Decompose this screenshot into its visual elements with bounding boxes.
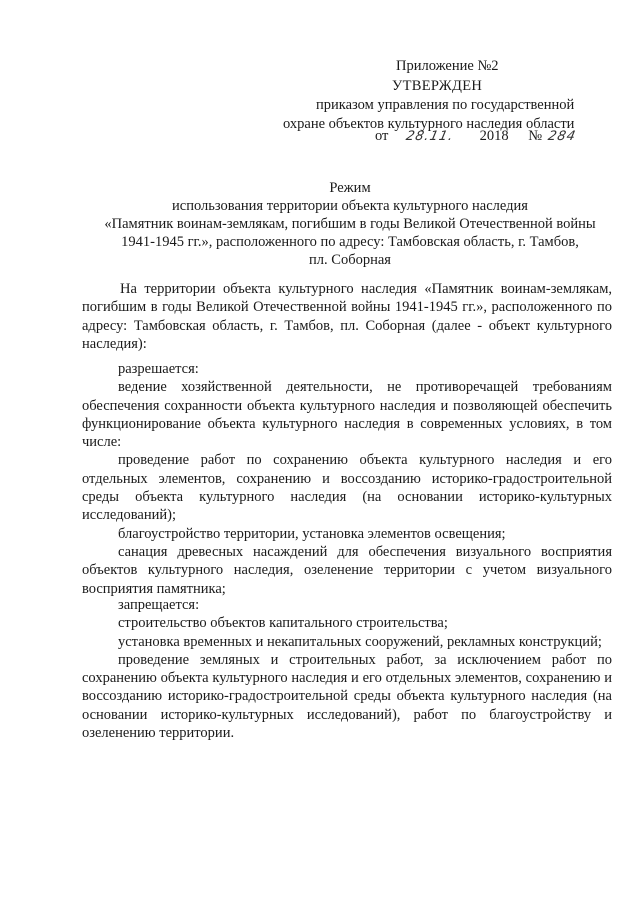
handwritten-number: 284 bbox=[546, 129, 578, 144]
document-title: Режим bbox=[329, 180, 371, 196]
order-line-1: приказом управления по государственной bbox=[316, 97, 575, 113]
forbidden-heading: запрещается: bbox=[118, 597, 200, 613]
forbidden-item: установка временных и некапитальных сооружений, рекламных конструкций; bbox=[118, 633, 602, 650]
allowed-item: санация древесных насаждений для обеспечения визуального восприятия объектов культурного наследия, озеленение территории с учетом визуального восприятия памятника; bbox=[82, 543, 612, 597]
forbidden-item: проведение земляных и строительных работ, за исключением работ по сохранению объекта культурного наследия и его отдельных элементов, сохранению и воссозданию историко-градостроительной среды объекта культурного наследия (на основании историко-культурных исследований), работ по благоустройству и озеленению территории. bbox=[82, 651, 612, 742]
forbidden-item: строительство объектов капитального строительства; bbox=[118, 615, 448, 632]
number-prefix: № bbox=[528, 128, 543, 144]
forbidden-section bbox=[82, 596, 612, 742]
approved-label: УТВЕРЖДЕН bbox=[392, 78, 483, 94]
intro-section bbox=[82, 280, 612, 353]
allowed-item: ведение хозяйственной деятельности, не противоречащей требованиям обеспечения сохранности объекта культурного наследия и позволяющей обеспечить функционирование объекта культурного наследия в современных условиях, в том числе: bbox=[82, 379, 612, 451]
allowed-item: благоустройство территории, установка элементов освещения; bbox=[118, 525, 506, 542]
title-line-3: «Памятник воинам-землякам, погибшим в годы Великой Отечественной войны bbox=[104, 216, 596, 232]
title-line-5: пл. Соборная bbox=[309, 252, 391, 268]
allowed-heading: разрешается: bbox=[118, 361, 199, 377]
handwritten-date: 28.11. bbox=[404, 129, 456, 144]
order-date-line bbox=[375, 126, 576, 147]
allowed-item: проведение работ по сохранению объекта культурного наследия и его отдельных элементов, сохранению и воссозданию историко-градостроительной среды объекта культурного наследия (на основании историко-культурных исследований); bbox=[82, 452, 612, 524]
intro-paragraph: На территории объекта культурного наследия «Памятник воинам-землякам, погибшим в годы Великой Отечественной войны 1941-1945 гг.», расположенного по адресу: Тамбовская область, г. Тамбов, пл. Соборная (далее - объект культурного наследия): bbox=[82, 281, 612, 352]
date-prefix: от bbox=[375, 128, 389, 144]
appendix-label: Приложение №2 bbox=[396, 58, 499, 74]
allowed-section bbox=[82, 360, 612, 598]
order-year: 2018 bbox=[479, 128, 509, 144]
title-line-4: 1941-1945 гг.», расположенного по адресу: Тамбовская область, г. Тамбов, bbox=[121, 234, 579, 250]
order-line-2: охране объектов культурного наследия области bbox=[283, 116, 575, 132]
title-line-2: использования территории объекта культурного наследия bbox=[172, 198, 528, 214]
